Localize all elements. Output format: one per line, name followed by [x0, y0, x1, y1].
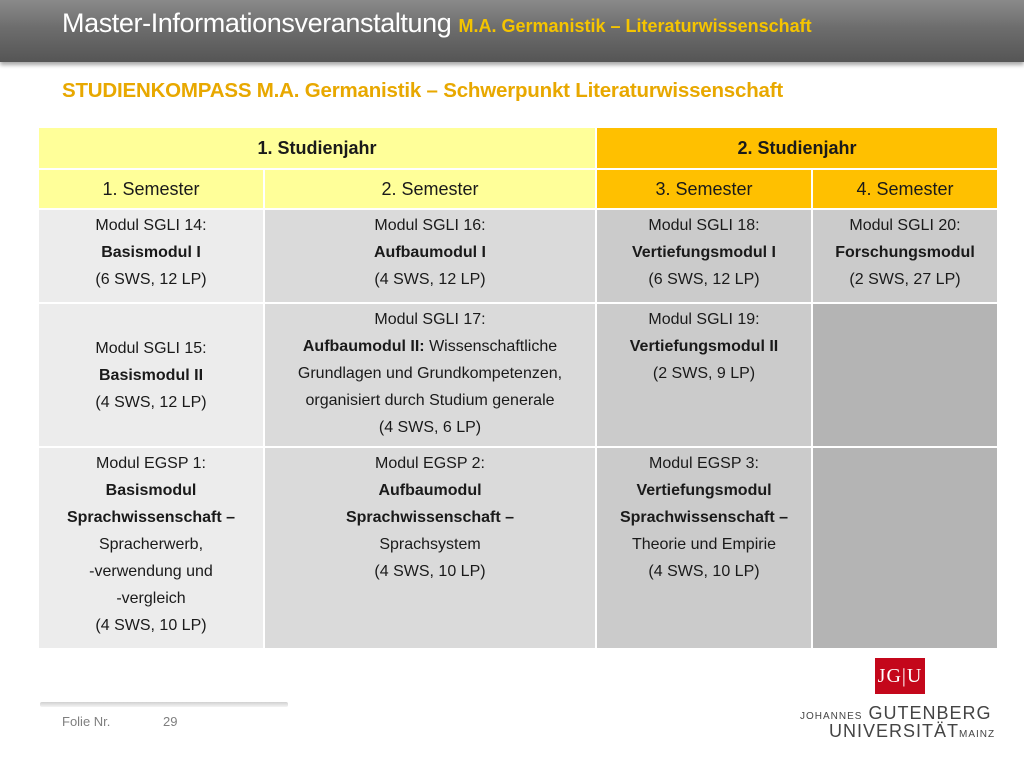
module-credits: (4 SWS, 10 LP): [648, 563, 760, 580]
footer-divider: [40, 702, 288, 707]
module-code: Modul EGSP 3:: [649, 455, 759, 472]
module-description: Theorie und Empirie: [631, 536, 777, 553]
module-credits: (6 SWS, 12 LP): [95, 271, 207, 288]
module-row-3: [38, 447, 998, 649]
module-row-2: [38, 303, 998, 447]
module-name: Sprachwissenschaft –: [66, 509, 236, 526]
semester-1-header: 1. Semester: [38, 169, 264, 209]
module-cell: [596, 303, 812, 447]
module-cell: [38, 303, 264, 447]
module-code: Modul EGSP 2:: [375, 455, 485, 472]
title-suffix: M.A. Germanistik – Literaturwissenschaft: [458, 16, 812, 36]
module-code: Modul SGLI 14:: [95, 217, 207, 234]
logo-gutenberg: GUTENBERG: [868, 703, 992, 723]
slide-number: 29: [163, 714, 178, 729]
module-credits: (6 SWS, 12 LP): [648, 271, 760, 288]
university-logo-mark: [875, 658, 925, 694]
module-cell: [596, 447, 812, 649]
module-name: Basismodul II: [98, 366, 204, 384]
slide-header: [0, 0, 1024, 62]
logo-universitaet: UNIVERSITÄT: [829, 721, 960, 741]
year-2-header: 2. Studienjahr: [596, 127, 998, 169]
module-name: Aufbaumodul: [378, 482, 482, 499]
module-name: Basismodul: [105, 482, 197, 499]
module-description: Wissenschaftliche: [424, 338, 558, 355]
module-code: Modul SGLI 16:: [374, 217, 486, 234]
module-credits: (4 SWS, 10 LP): [95, 617, 207, 634]
module-cell: [596, 209, 812, 303]
semester-header-row: [38, 169, 998, 209]
module-name: Vertiefungsmodul II: [629, 338, 779, 355]
year-1-header: 1. Studienjahr: [38, 127, 596, 169]
module-name: Aufbaumodul I: [374, 244, 486, 261]
semester-3-header: 3. Semester: [596, 169, 812, 209]
empty-cell: [812, 447, 998, 649]
module-description: Spracherwerb,: [98, 536, 204, 553]
semester-4-header: 4. Semester: [812, 169, 998, 209]
university-name-line-2: [829, 721, 995, 742]
slide-title: [62, 8, 812, 39]
study-plan-table: [37, 126, 999, 650]
module-credits: (2 SWS, 9 LP): [652, 365, 756, 382]
module-description: -vergleich: [116, 590, 186, 607]
module-name: Sprachwissenschaft –: [619, 509, 789, 526]
logo-mainz: MAINZ: [959, 729, 996, 740]
module-credits: (4 SWS, 10 LP): [374, 563, 486, 580]
slide-subtitle: STUDIENKOMPASS M.A. Germanistik – Schwerpunkt Literaturwissenschaft: [62, 79, 783, 102]
empty-cell: [812, 303, 998, 447]
module-credits: (2 SWS, 27 LP): [849, 271, 961, 288]
module-name: Vertiefungsmodul: [636, 482, 772, 499]
module-name: Aufbaumodul II:: [302, 338, 425, 355]
logo-johannes: JOHANNES: [800, 711, 863, 722]
module-cell: [264, 447, 596, 649]
module-description: Grundlagen und Grundkompetenzen,: [297, 365, 563, 382]
slide-number-label: Folie Nr.: [62, 714, 111, 729]
module-code: Modul SGLI 18:: [648, 217, 760, 234]
module-cell: [38, 209, 264, 303]
module-cell: [264, 209, 596, 303]
module-description: organisiert durch Studium generale: [305, 392, 555, 409]
module-code: Modul EGSP 1:: [96, 455, 206, 472]
module-name: Vertiefungsmodul I: [631, 244, 776, 261]
module-row-1: [38, 209, 998, 303]
module-description: Sprachsystem: [379, 536, 481, 553]
module-code: Modul SGLI 19:: [648, 311, 760, 328]
module-code: Modul SGLI 17:: [374, 311, 486, 328]
module-cell: [264, 303, 596, 447]
year-header-row: [38, 127, 998, 169]
module-cell: [38, 447, 264, 649]
module-cell: [812, 209, 998, 303]
module-credits: (4 SWS, 12 LP): [95, 393, 207, 411]
module-credits: (4 SWS, 6 LP): [378, 419, 482, 436]
logo-mark-text: JG|U: [877, 664, 923, 687]
title-main: Master-Informationsveranstaltung: [62, 8, 452, 38]
module-credits: (4 SWS, 12 LP): [374, 271, 486, 288]
module-name: Sprachwissenschaft –: [345, 509, 515, 526]
module-name: Forschungsmodul: [835, 244, 975, 261]
module-description: -verwendung und: [89, 563, 213, 580]
module-name: Basismodul I: [101, 244, 201, 261]
module-code: Modul SGLI 20:: [849, 217, 961, 234]
module-code: Modul SGLI 15:: [95, 339, 207, 357]
semester-2-header: 2. Semester: [264, 169, 596, 209]
